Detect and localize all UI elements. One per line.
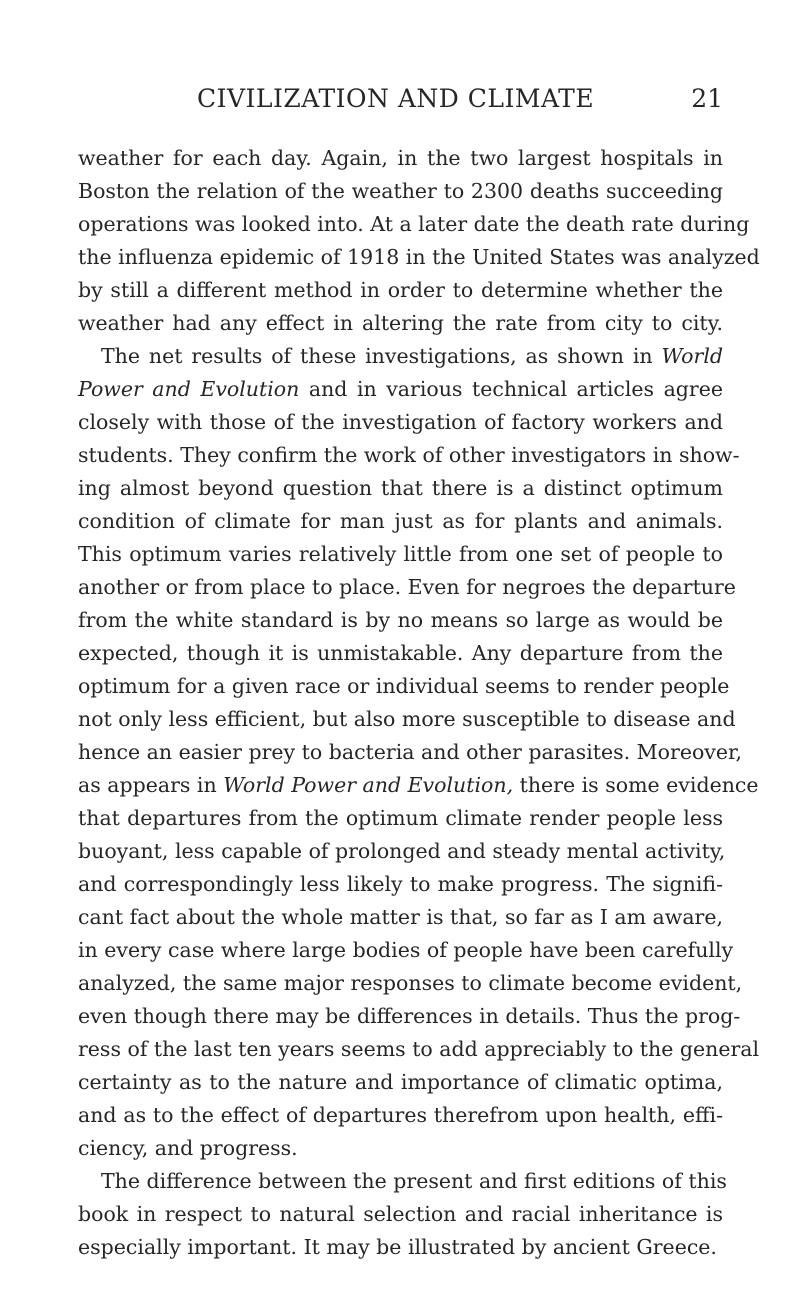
text-line: The net results of these investigations, as shown in World [101, 344, 723, 368]
text-line: closely with those of the investigation of factory workers and [78, 410, 723, 434]
text-line: ing almost beyond question that there is a distinct optimum [78, 476, 723, 500]
text-line: optimum for a given race or individual seems to render people [78, 674, 730, 698]
text-line: the influenza epidemic of 1918 in the United States was analyzed [78, 245, 760, 269]
text-line: weather for each day. Again, in the two largest hospitals in [78, 146, 723, 170]
text-line: by still a different method in order to determine whether the [78, 278, 723, 302]
text-line: not only less efficient, but also more susceptible to disease and [78, 707, 736, 731]
book-title-italic: World Power and Evolution, [223, 773, 514, 797]
book-title-italic: World [661, 344, 723, 368]
text-line: as appears in World Power and Evolution, there is some evidence [78, 773, 759, 797]
text-line: and as to the effect of departures therefrom upon health, effi- [78, 1103, 723, 1127]
text-line: that departures from the optimum climate render people less [78, 806, 723, 830]
text-line: The difference between the present and first editions of this [101, 1169, 727, 1193]
text-line: another or from place to place. Even for negroes the departure [78, 575, 736, 599]
text-line: operations was looked into. At a later date the death rate during [78, 212, 750, 236]
running-header [78, 84, 723, 124]
text-line: book in respect to natural selection and racial inheritance is [78, 1202, 723, 1226]
text-line: ciency, and progress. [78, 1136, 298, 1160]
text-line: hence an easier prey to bacteria and other parasites. Moreover, [78, 740, 743, 764]
text-line: condition of climate for man just as for plants and animals. [78, 509, 723, 533]
text-line: students. They confirm the work of other investigators in show- [78, 443, 740, 467]
text-line: analyzed, the same major responses to climate become evident, [78, 971, 743, 995]
page-number: 21 [691, 84, 723, 113]
text-line: cant fact about the whole matter is that, so far as I am aware, [78, 905, 723, 929]
text-line: ress of the last ten years seems to add appreciably to the general [78, 1037, 760, 1061]
text-line: buoyant, less capable of prolonged and steady mental activity, [78, 839, 726, 863]
text-line: This optimum varies relatively little from one set of people to [78, 542, 723, 566]
running-title: CIVILIZATION AND CLIMATE [197, 84, 595, 113]
text-line: in every case where large bodies of people have been carefully [78, 938, 734, 962]
book-title-italic: Power and Evolution [78, 377, 300, 401]
text-line: Boston the relation of the weather to 2300 deaths succeeding [78, 179, 723, 203]
text-line: and correspondingly less likely to make progress. The signifi- [78, 872, 723, 896]
text-line: from the white standard is by no means so large as would be [78, 608, 723, 632]
text-line: weather had any effect in altering the rate from city to city. [78, 311, 723, 335]
text-line: especially important. It may be illustrated by ancient Greece. [78, 1235, 717, 1259]
text-line: Power and Evolution and in various technical articles agree [78, 377, 723, 401]
text-line: expected, though it is unmistakable. Any departure from the [78, 641, 723, 665]
text-line: certainty as to the nature and importance of climatic optima, [78, 1070, 723, 1094]
text-line: even though there may be differences in details. Thus the prog- [78, 1004, 741, 1028]
